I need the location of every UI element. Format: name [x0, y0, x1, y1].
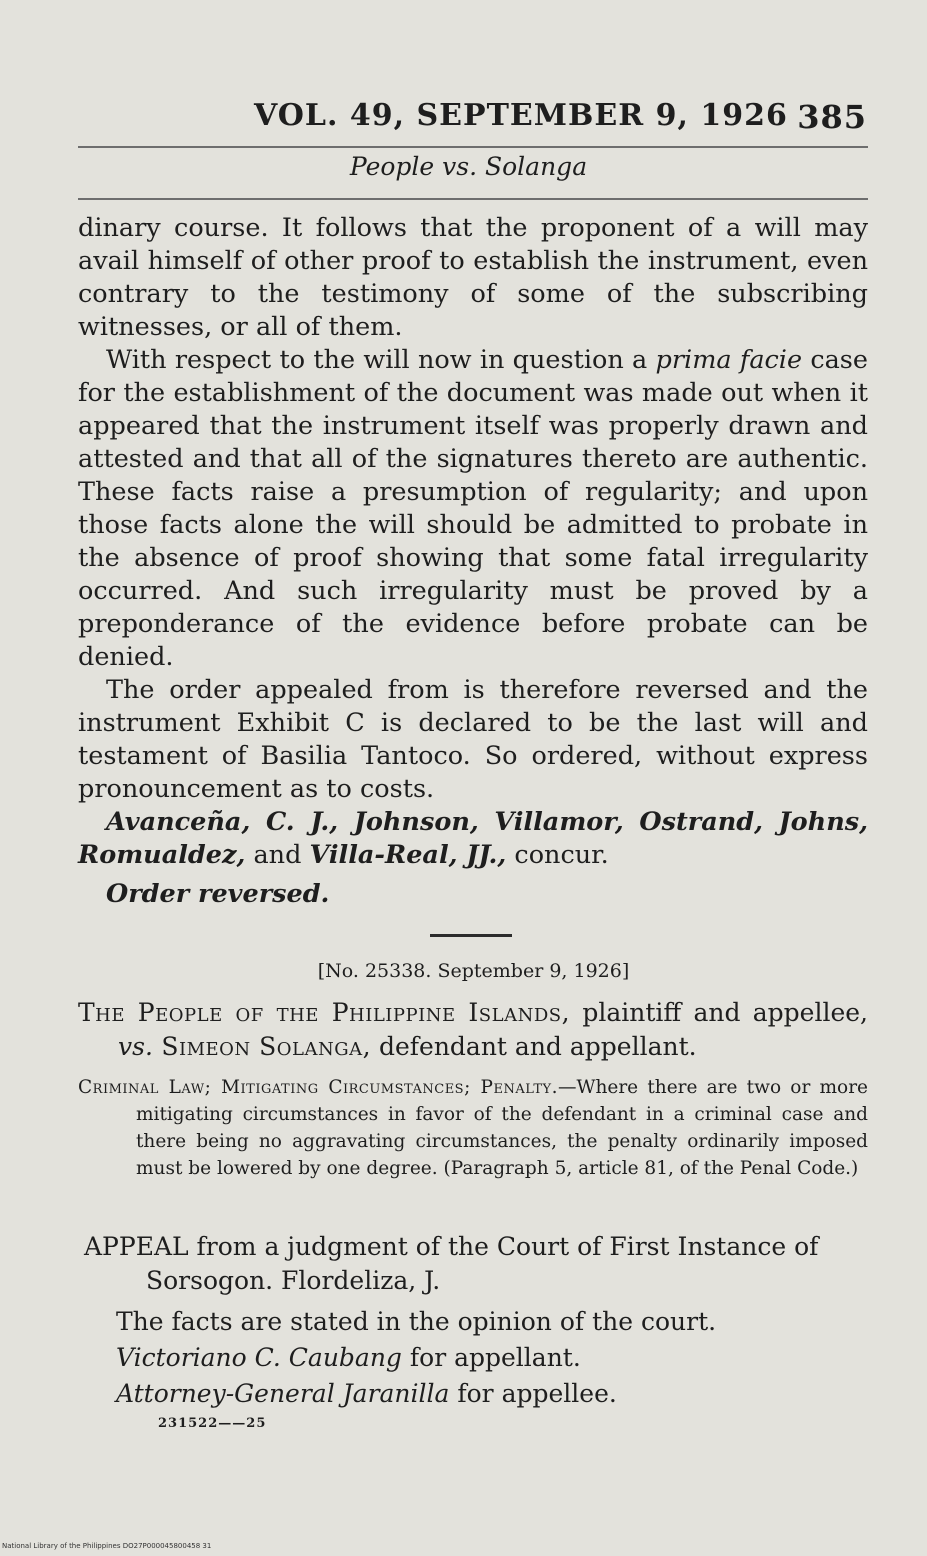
defendant-role: defendant and appellant.	[371, 1032, 697, 1061]
counsel-appellee-role: for appellee.	[449, 1379, 617, 1408]
versus: vs.	[118, 1032, 153, 1061]
opinion-body	[78, 212, 868, 911]
paragraph-3: The order appealed from is therefore reversed and the instrument Exhibit C is declared to be the last will and testament of Basilia Tantoco. So ordered, without express pronouncement as to costs.	[78, 675, 868, 804]
counsel-appellant-name: Victoriano C. Caubang	[116, 1343, 402, 1372]
disposition-text: Order reversed.	[106, 879, 330, 909]
concurrence-end: concur.	[506, 840, 609, 870]
page-number: 385	[797, 98, 867, 136]
header-rule	[78, 146, 868, 148]
running-title: VOL. 49, SEPTEMBER 9, 1926	[254, 98, 788, 133]
facts-statement: The facts are stated in the opinion of the court.	[116, 1307, 717, 1336]
paragraph-2	[78, 344, 868, 674]
concurring-justices-1: Avanceña, C. J., Johnson, Villamor, Ostrand, Johns, Romualdez,	[78, 807, 868, 870]
paragraph-2-text-b: case for the establishment of the document was made out when it appeared that the instrument itself was properly drawn and attested and that all of the signatures thereto are authentic. These facts raise a presumption of regularity; and upon those facts alone the will should be admitted to probate in the absence of proof showing that some fatal irregularity occurred. And such irregularity must be proved by a preponderance of the evidence before probate can be denied.	[78, 345, 868, 672]
scan-footer: National Library of the Philippines DO27P000045800458 31	[2, 1542, 212, 1550]
syllabus-heading: Criminal Law; Mitigating Circumstances; Penalty.	[78, 1077, 558, 1098]
counsel-appellee-name: Attorney-General Jaranilla	[116, 1379, 450, 1408]
case-caption: People vs. Solanga	[349, 152, 588, 181]
concurring-justices-2: Villa-Real, JJ.,	[309, 840, 507, 870]
counsel-appellant	[116, 1340, 876, 1376]
paragraph-2-text-a: With respect to the will now in question a	[106, 345, 656, 375]
case-number-line: [No. 25338. September 9, 1926]	[317, 960, 630, 982]
paragraph-1: dinary course. It follows that the proponent of a will may avail himself of other proof to establish the instrument, even contrary to the testimony of some of the subscribing witnesses, or all of them.	[78, 213, 868, 342]
caption-rule	[78, 198, 868, 200]
plaintiff-role: plaintiff and appellee,	[570, 998, 869, 1027]
appeal-line: APPEAL from a judgment of the Court of First Instance of Sorsogon. Flordeliza, J.	[84, 1232, 819, 1295]
case-details	[116, 1304, 876, 1412]
disposition	[78, 878, 868, 911]
section-separator	[430, 934, 512, 937]
plaintiff-name: The People of the Philippine Islands,	[78, 998, 571, 1027]
case-parties	[78, 996, 868, 1064]
counsel-appellee	[116, 1376, 876, 1412]
defendant-name: Simeon Solanga,	[152, 1032, 372, 1061]
syllabus	[78, 1074, 868, 1182]
printer-mark: 231522——25	[158, 1416, 267, 1431]
paragraph-2-italic: prima facie	[655, 345, 803, 375]
concurrence	[78, 806, 868, 872]
parties-text	[78, 996, 868, 1064]
counsel-appellant-role: for appellant.	[401, 1343, 581, 1372]
concurrence-and: and	[245, 840, 310, 870]
syllabus-text: —Where there are two or more mitigating circumstances in favor of the defendant in a criminal case and there being no aggravating circumstances, the penalty ordinarily imposed must be lowered by one degree. (Paragraph 5, article 81, of the Penal Code.)	[136, 1077, 868, 1179]
